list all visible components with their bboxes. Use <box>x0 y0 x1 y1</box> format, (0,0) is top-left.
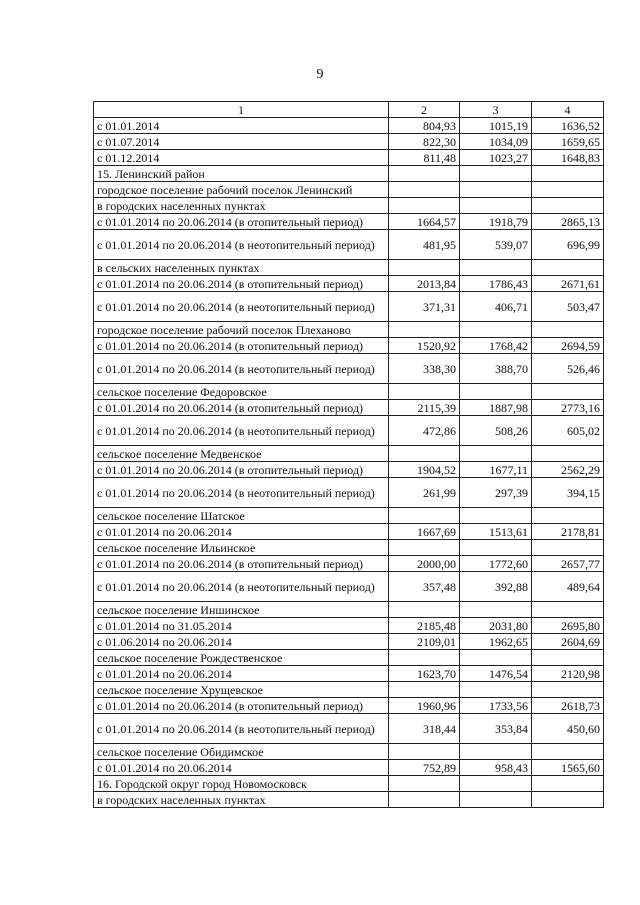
table-row <box>94 384 604 400</box>
row-label-cell: сельское поселение Медвенское <box>94 446 389 462</box>
row-value-col4 <box>532 384 604 400</box>
row-value-col3: 539,07 <box>460 230 532 260</box>
row-value-col3 <box>460 792 532 808</box>
table-row <box>94 508 604 524</box>
row-value-col2: 371,31 <box>389 292 460 322</box>
row-value-col2: 811,48 <box>389 150 460 166</box>
table-row <box>94 792 604 808</box>
row-value-col4 <box>532 260 604 276</box>
row-value-col4: 526,46 <box>532 354 604 384</box>
table-row <box>94 150 604 166</box>
row-value-col4 <box>532 540 604 556</box>
row-value-col4: 1648,83 <box>532 150 604 166</box>
row-value-col3: 1476,54 <box>460 666 532 682</box>
row-value-col3 <box>460 260 532 276</box>
table-row <box>94 354 604 384</box>
row-value-col3: 1772,60 <box>460 556 532 572</box>
row-value-col4: 2694,59 <box>532 338 604 354</box>
row-value-col4: 1565,60 <box>532 760 604 776</box>
row-value-col2 <box>389 182 460 198</box>
row-value-col2 <box>389 260 460 276</box>
row-label-cell: с 01.01.2014 по 20.06.2014 (в неотопительный период) <box>94 478 389 508</box>
row-value-col4 <box>532 166 604 182</box>
table-row <box>94 760 604 776</box>
row-value-col3 <box>460 384 532 400</box>
row-value-col2: 1520,92 <box>389 338 460 354</box>
row-value-col3 <box>460 650 532 666</box>
row-value-col3: 1023,27 <box>460 150 532 166</box>
row-value-col2 <box>389 446 460 462</box>
table-row <box>94 230 604 260</box>
table-row <box>94 214 604 230</box>
row-label-cell: с 01.01.2014 по 20.06.2014 <box>94 524 389 540</box>
row-value-col3: 388,70 <box>460 354 532 384</box>
row-value-col3: 1887,98 <box>460 400 532 416</box>
table-row <box>94 276 604 292</box>
row-label-cell: с 01.01.2014 по 20.06.2014 (в отопительный период) <box>94 462 389 478</box>
row-value-col2: 804,93 <box>389 118 460 134</box>
row-value-col2 <box>389 384 460 400</box>
row-value-col2: 1667,69 <box>389 524 460 540</box>
table-row <box>94 134 604 150</box>
table-row <box>94 682 604 698</box>
table-row <box>94 446 604 462</box>
row-value-col3 <box>460 446 532 462</box>
row-label-cell: сельское поселение Ильинское <box>94 540 389 556</box>
row-value-col2: 472,86 <box>389 416 460 446</box>
row-label-cell: сельское поселение Иншинское <box>94 602 389 618</box>
table-row <box>94 400 604 416</box>
row-value-col2: 2013,84 <box>389 276 460 292</box>
row-value-col2: 1960,96 <box>389 698 460 714</box>
row-label-cell: сельское поселение Шатское <box>94 508 389 524</box>
row-label-cell: с 01.01.2014 по 31.05.2014 <box>94 618 389 634</box>
row-value-col4 <box>532 682 604 698</box>
table-row <box>94 634 604 650</box>
row-value-col2: 822,30 <box>389 134 460 150</box>
row-value-col3: 1768,42 <box>460 338 532 354</box>
row-value-col2 <box>389 602 460 618</box>
table-row <box>94 322 604 338</box>
row-value-col4 <box>532 602 604 618</box>
row-value-col4: 2618,73 <box>532 698 604 714</box>
row-value-col3: 1677,11 <box>460 462 532 478</box>
row-value-col3 <box>460 540 532 556</box>
row-value-col4: 503,47 <box>532 292 604 322</box>
row-value-col2: 481,95 <box>389 230 460 260</box>
row-value-col3 <box>460 166 532 182</box>
row-label-cell: с 01.01.2014 по 20.06.2014 (в неотопительный период) <box>94 416 389 446</box>
row-value-col2: 338,30 <box>389 354 460 384</box>
row-value-col4: 2657,77 <box>532 556 604 572</box>
table-row <box>94 462 604 478</box>
table-row <box>94 572 604 602</box>
row-value-col3: 406,71 <box>460 292 532 322</box>
row-value-col3: 1034,09 <box>460 134 532 150</box>
row-value-col3: 1015,19 <box>460 118 532 134</box>
row-value-col3: 297,39 <box>460 478 532 508</box>
row-value-col2: 1904,52 <box>389 462 460 478</box>
row-value-col4: 394,15 <box>532 478 604 508</box>
row-label-cell: сельское поселение Хрущевское <box>94 682 389 698</box>
table-row <box>94 776 604 792</box>
row-value-col2 <box>389 776 460 792</box>
row-value-col2: 318,44 <box>389 714 460 744</box>
row-value-col3 <box>460 602 532 618</box>
row-value-col3 <box>460 776 532 792</box>
table-row <box>94 650 604 666</box>
tariff-table <box>93 101 604 808</box>
row-label-cell: с 01.01.2014 по 20.06.2014 (в отопительный период) <box>94 214 389 230</box>
row-label-cell: городское поселение рабочий поселок Плеханово <box>94 322 389 338</box>
row-value-col4: 2178,81 <box>532 524 604 540</box>
row-label-cell: с 01.01.2014 по 20.06.2014 (в отопительный период) <box>94 400 389 416</box>
header-cell-3: 3 <box>460 102 532 118</box>
table-row <box>94 666 604 682</box>
row-value-col3: 1786,43 <box>460 276 532 292</box>
row-value-col3: 1513,61 <box>460 524 532 540</box>
row-value-col2: 1623,70 <box>389 666 460 682</box>
table-row <box>94 698 604 714</box>
row-value-col4: 2671,61 <box>532 276 604 292</box>
table-row <box>94 602 604 618</box>
row-label-cell: с 01.06.2014 по 20.06.2014 <box>94 634 389 650</box>
table-row <box>94 714 604 744</box>
row-value-col2 <box>389 540 460 556</box>
row-value-col3 <box>460 508 532 524</box>
row-label-cell: сельское поселение Федоровское <box>94 384 389 400</box>
table-row <box>94 118 604 134</box>
row-label-cell: сельское поселение Рождественское <box>94 650 389 666</box>
table-row <box>94 556 604 572</box>
table-row <box>94 618 604 634</box>
row-value-col3 <box>460 322 532 338</box>
table-row <box>94 292 604 322</box>
row-value-col2: 2115,39 <box>389 400 460 416</box>
row-value-col2 <box>389 744 460 760</box>
row-label-cell: с 01.12.2014 <box>94 150 389 166</box>
row-value-col2 <box>389 166 460 182</box>
row-label-cell: с 01.07.2014 <box>94 134 389 150</box>
row-value-col4: 489,64 <box>532 572 604 602</box>
table-header-row <box>94 102 604 118</box>
row-value-col4: 605,02 <box>532 416 604 446</box>
row-value-col2: 2000,00 <box>389 556 460 572</box>
row-value-col4 <box>532 322 604 338</box>
row-value-col4 <box>532 792 604 808</box>
row-value-col4: 2562,29 <box>532 462 604 478</box>
table-row <box>94 478 604 508</box>
row-value-col2: 2185,48 <box>389 618 460 634</box>
row-value-col2 <box>389 198 460 214</box>
row-value-col3: 2031,80 <box>460 618 532 634</box>
row-value-col4: 2865,13 <box>532 214 604 230</box>
row-label-cell: городское поселение рабочий поселок Ленинский <box>94 182 389 198</box>
row-label-cell: с 01.01.2014 по 20.06.2014 (в неотопительный период) <box>94 354 389 384</box>
row-value-col4: 1659,65 <box>532 134 604 150</box>
row-value-col2 <box>389 792 460 808</box>
row-value-col4: 2695,80 <box>532 618 604 634</box>
row-label-cell: с 01.01.2014 по 20.06.2014 (в неотопительный период) <box>94 230 389 260</box>
row-value-col3 <box>460 744 532 760</box>
row-value-col4: 1636,52 <box>532 118 604 134</box>
row-label-cell: в сельских населенных пунктах <box>94 260 389 276</box>
row-value-col2: 752,89 <box>389 760 460 776</box>
page-number: 9 <box>316 67 324 82</box>
row-value-col4: 2604,69 <box>532 634 604 650</box>
row-label-cell: с 01.01.2014 по 20.06.2014 (в неотопительный период) <box>94 572 389 602</box>
row-value-col3: 353,84 <box>460 714 532 744</box>
row-value-col4: 696,99 <box>532 230 604 260</box>
row-label-cell: с 01.01.2014 по 20.06.2014 <box>94 666 389 682</box>
row-label-cell: 15. Ленинский район <box>94 166 389 182</box>
row-label-cell: с 01.01.2014 по 20.06.2014 <box>94 760 389 776</box>
row-label-cell: сельское поселение Обидимское <box>94 744 389 760</box>
row-value-col3: 1733,56 <box>460 698 532 714</box>
row-label-cell: с 01.01.2014 по 20.06.2014 (в отопительный период) <box>94 338 389 354</box>
row-label-cell: с 01.01.2014 по 20.06.2014 (в отопительный период) <box>94 276 389 292</box>
table-row <box>94 166 604 182</box>
table-row <box>94 416 604 446</box>
row-value-col2 <box>389 322 460 338</box>
row-value-col3: 392,88 <box>460 572 532 602</box>
row-value-col3: 1962,65 <box>460 634 532 650</box>
row-label-cell: с 01.01.2014 по 20.06.2014 (в отопительный период) <box>94 698 389 714</box>
row-value-col4 <box>532 776 604 792</box>
row-value-col3: 1918,79 <box>460 214 532 230</box>
table-row <box>94 524 604 540</box>
row-value-col2: 261,99 <box>389 478 460 508</box>
row-label-cell: с 01.01.2014 по 20.06.2014 (в неотопительный период) <box>94 292 389 322</box>
header-cell-1: 1 <box>94 102 389 118</box>
row-value-col3 <box>460 182 532 198</box>
row-label-cell: с 01.01.2014 по 20.06.2014 (в отопительный период) <box>94 556 389 572</box>
row-value-col2 <box>389 682 460 698</box>
header-cell-2: 2 <box>389 102 460 118</box>
row-value-col4 <box>532 446 604 462</box>
table-row <box>94 744 604 760</box>
row-value-col4: 450,60 <box>532 714 604 744</box>
row-value-col3 <box>460 198 532 214</box>
row-label-cell: с 01.01.2014 <box>94 118 389 134</box>
row-value-col4 <box>532 508 604 524</box>
row-value-col2: 2109,01 <box>389 634 460 650</box>
row-value-col4 <box>532 744 604 760</box>
row-value-col4: 2773,16 <box>532 400 604 416</box>
row-value-col4 <box>532 182 604 198</box>
table-row <box>94 198 604 214</box>
row-value-col3 <box>460 682 532 698</box>
row-value-col3: 508,26 <box>460 416 532 446</box>
header-cell-4: 4 <box>532 102 604 118</box>
row-value-col4 <box>532 650 604 666</box>
table-row <box>94 338 604 354</box>
row-value-col3: 958,43 <box>460 760 532 776</box>
row-label-cell: в городских населенных пунктах <box>94 198 389 214</box>
row-label-cell: в городских населенных пунктах <box>94 792 389 808</box>
table-row <box>94 260 604 276</box>
row-value-col2 <box>389 650 460 666</box>
row-value-col2 <box>389 508 460 524</box>
row-value-col4 <box>532 198 604 214</box>
row-value-col2: 1664,57 <box>389 214 460 230</box>
row-value-col4: 2120,98 <box>532 666 604 682</box>
row-value-col2: 357,48 <box>389 572 460 602</box>
table-row <box>94 540 604 556</box>
row-label-cell: 16. Городской округ город Новомосковск <box>94 776 389 792</box>
table-row <box>94 182 604 198</box>
row-label-cell: с 01.01.2014 по 20.06.2014 (в неотопительный период) <box>94 714 389 744</box>
